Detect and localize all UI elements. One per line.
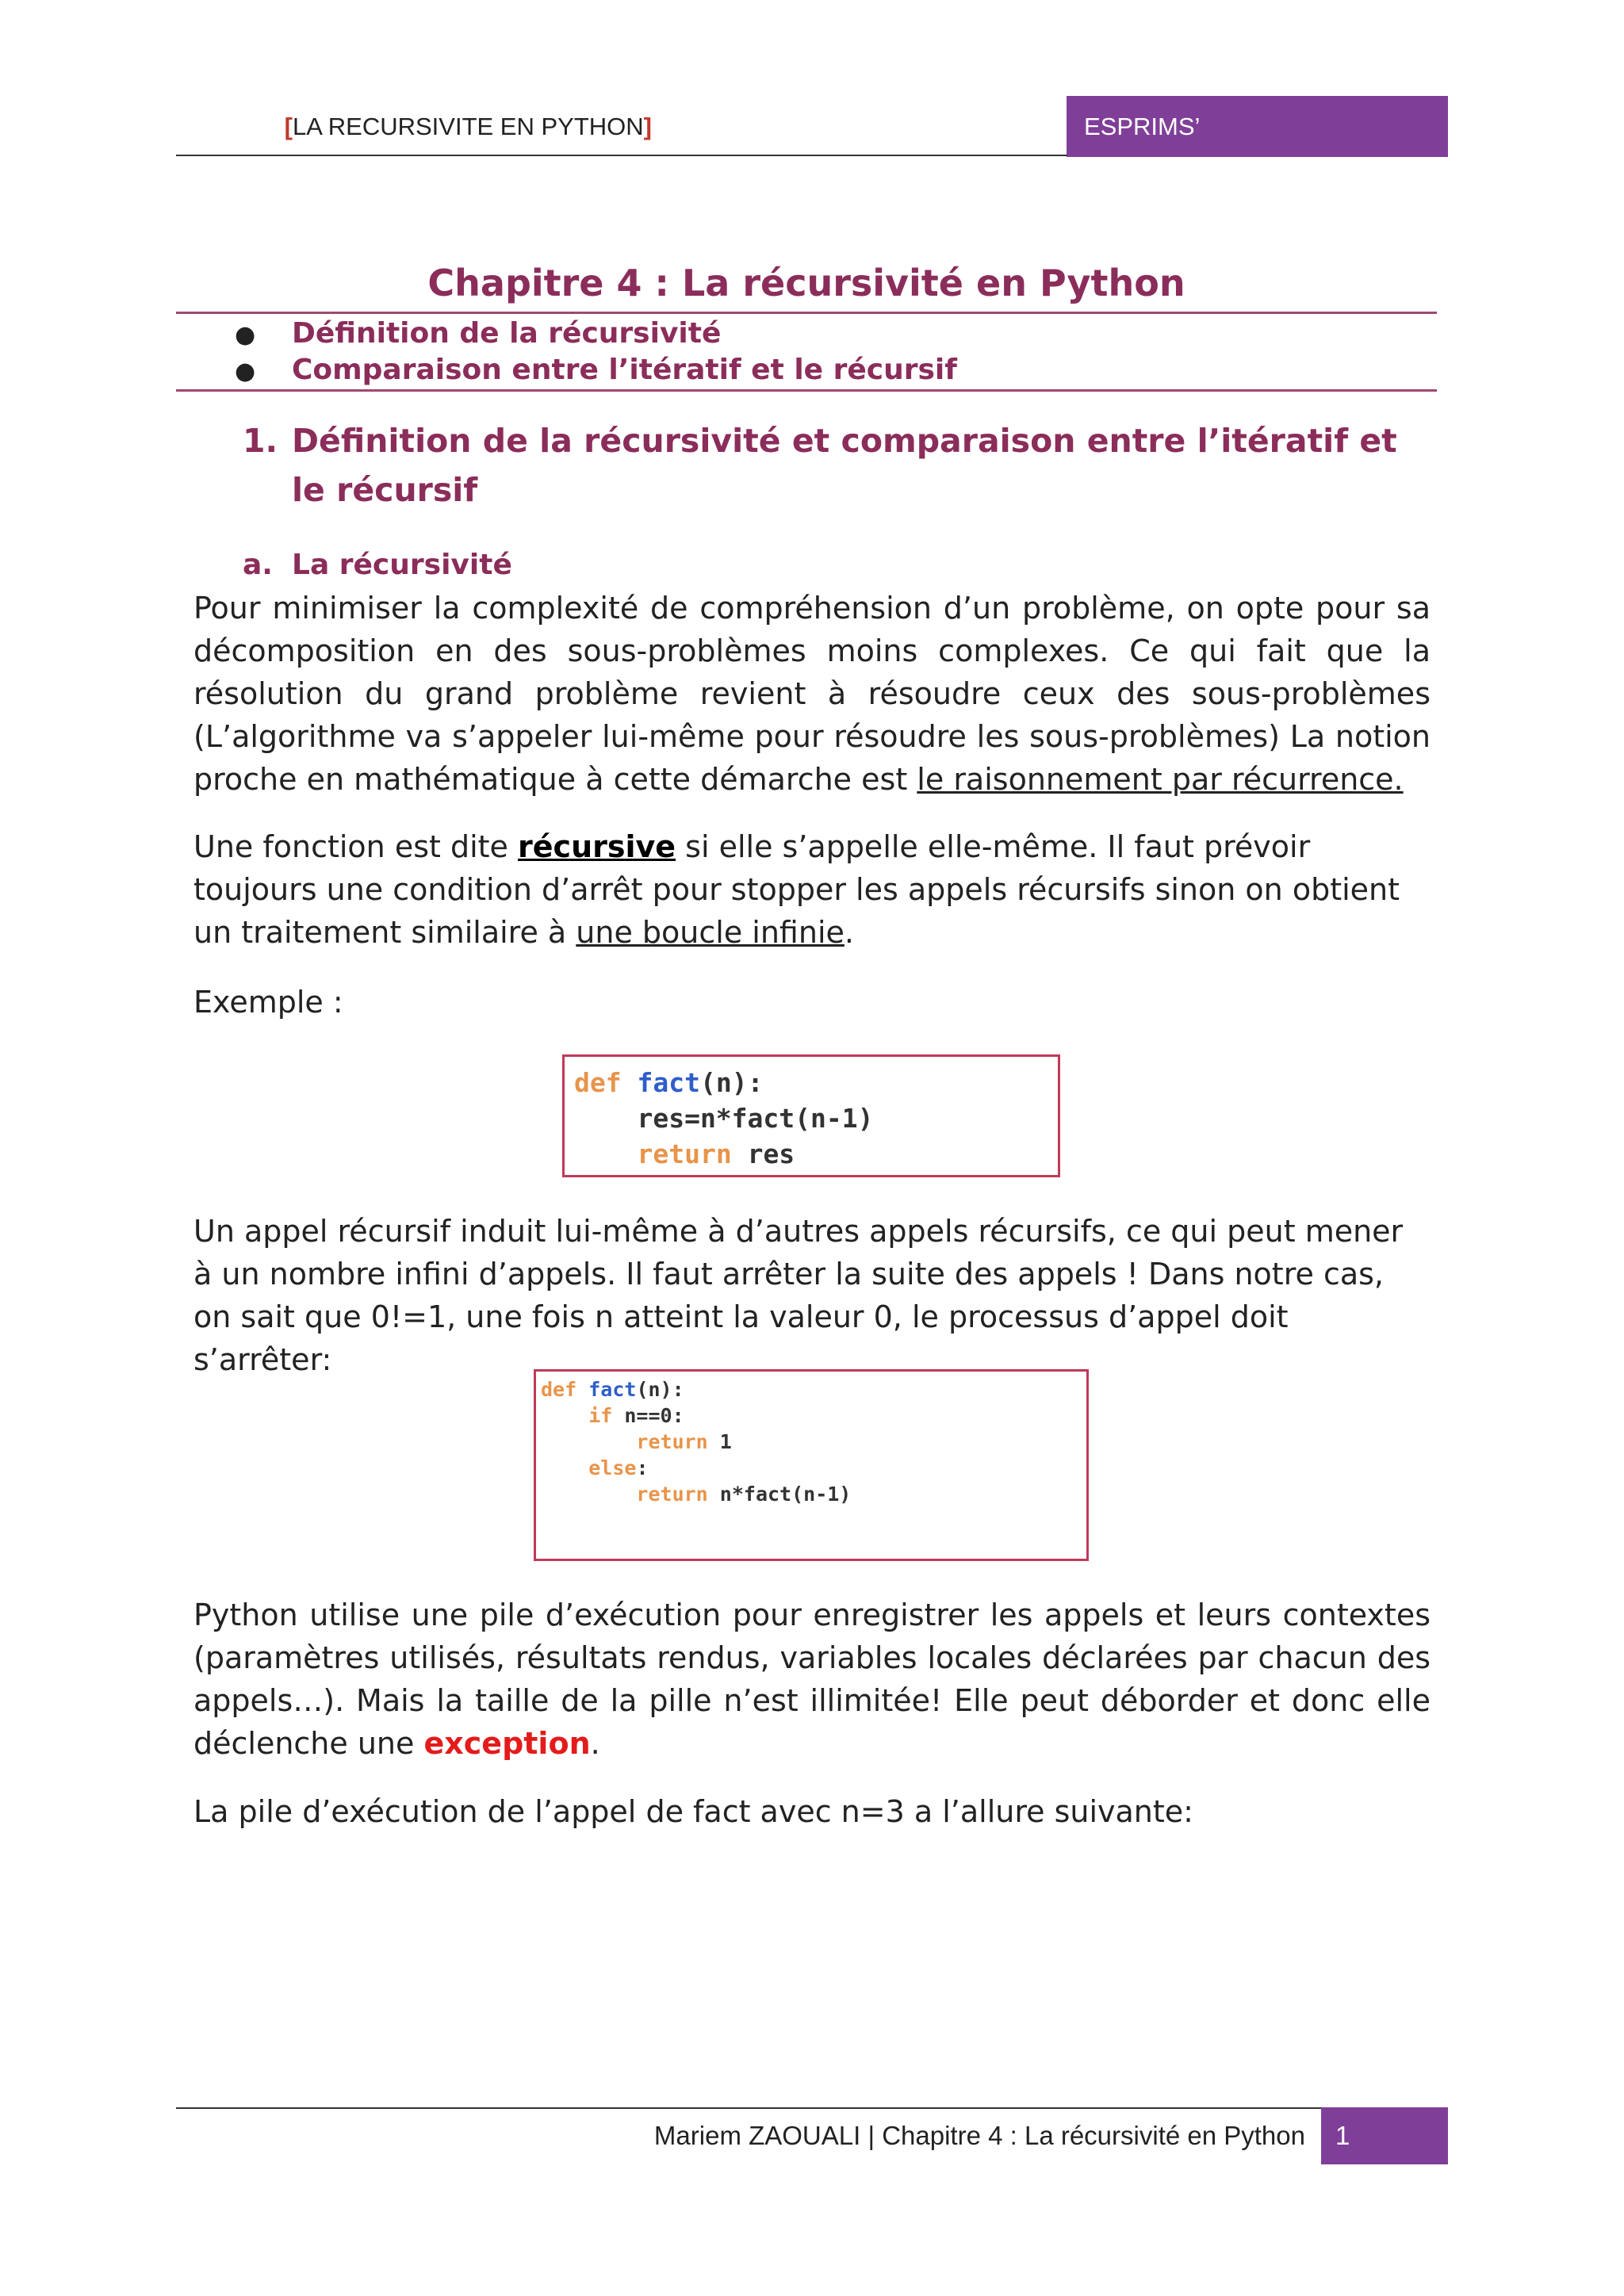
paragraph-definition <box>193 825 1431 954</box>
code-keyword: return <box>637 1138 732 1169</box>
recurrence-link: le raisonnement par récurrence. <box>917 762 1404 797</box>
header-bracket-open: [ <box>284 113 293 140</box>
bullet-icon: ● <box>235 358 256 385</box>
code-text: 1 <box>707 1430 732 1453</box>
code-keyword: if <box>588 1404 613 1427</box>
code-block-1 <box>562 1054 1060 1177</box>
code-indent <box>574 1138 637 1169</box>
toc-item-label: Comparaison entre l’itératif et le récursif <box>292 354 957 386</box>
infinite-loop-link: une boucle infinie <box>576 915 845 950</box>
header-divider <box>176 155 1067 156</box>
code-keyword: else <box>588 1456 637 1479</box>
code-line <box>541 1455 851 1481</box>
subsection-number: a. <box>243 549 273 581</box>
section-number: 1. <box>243 422 278 460</box>
bullet-icon: ● <box>235 321 256 349</box>
code-indent <box>541 1430 636 1453</box>
code-indent <box>541 1404 588 1427</box>
code-keyword: def <box>541 1378 577 1401</box>
paragraph-stack-example: La pile d’exécution de l’appel de fact avec n=3 a l’allure suivante: <box>193 1794 1193 1829</box>
header-title-text: LA RECURSIVITE EN PYTHON <box>292 113 644 140</box>
example-label: Exemple : <box>193 985 343 1020</box>
code-keyword: return <box>636 1483 708 1506</box>
code-text: res <box>731 1138 795 1169</box>
code-block-2 <box>534 1369 1089 1561</box>
section-heading <box>243 416 1440 515</box>
section-title: Définition de la récursivité et comparaison entre l’itératif et le récursif <box>292 422 1397 509</box>
code-line <box>574 1065 874 1100</box>
subsection-title: La récursivité <box>292 549 512 581</box>
footer-text: Mariem ZAOUALI | Chapitre 4 : La récursivité en Python <box>653 2121 1305 2150</box>
footer-divider <box>176 2107 1322 2109</box>
header-badge: ESPRIMS’ <box>1067 96 1448 157</box>
paragraph-text: Une fonction est dite <box>193 829 519 864</box>
code-line <box>541 1429 851 1455</box>
toc-item-label: Définition de la récursivité <box>292 317 722 350</box>
paragraph-text: Python utilise une pile d’exécution pour enregistrer les appels et leurs contextes (paramètres utilisés, résultats rendus, variables locales déclarées par chacun des appels…). Mais la taille de la pille n’est illimitée! Elle peut déborder et donc elle déclenche une <box>193 1598 1431 1761</box>
code-text: n*fact(n-1) <box>707 1483 852 1506</box>
code-function-name: fact <box>637 1067 700 1098</box>
code-keyword: return <box>636 1430 708 1453</box>
code-line: res=n*fact(n-1) <box>574 1103 874 1134</box>
chapter-title: Chapitre 4 : La récursivité en Python <box>427 262 1185 304</box>
code-text: (n): <box>636 1378 684 1401</box>
code-line <box>541 1376 851 1402</box>
toc-item <box>235 316 721 354</box>
paragraph-stack <box>193 1594 1431 1765</box>
subsection-heading <box>243 545 512 585</box>
code-keyword: def <box>574 1067 622 1098</box>
code-indent <box>541 1483 636 1506</box>
code-text: (n): <box>699 1067 764 1098</box>
code-text: : <box>636 1456 649 1479</box>
code-text: n==0: <box>612 1404 684 1427</box>
code-snippet <box>574 1065 874 1172</box>
header-title <box>285 111 652 143</box>
chapter-top-rule <box>176 312 1437 314</box>
code-indent <box>541 1456 588 1479</box>
paragraph-intro <box>193 587 1431 801</box>
toc-item <box>235 352 957 390</box>
paragraph-text: . <box>590 1726 600 1761</box>
keyword-exception: exception <box>423 1726 591 1761</box>
code-snippet <box>541 1376 851 1507</box>
chapter-bottom-rule <box>176 389 1437 392</box>
code-line <box>541 1481 851 1507</box>
code-line <box>541 1402 851 1429</box>
code-function-name: fact <box>588 1378 637 1401</box>
paragraph-infinite-calls: Un appel récursif induit lui-même à d’autres appels récursifs, ce qui peut mener à un nombre infini d’appels. Il faut arrêter la suite des appels ! Dans notre cas, on sait que 0!=1, une fois n atteint la valeur 0, le processus d’appel doit s’arrêter: <box>193 1214 1404 1377</box>
paragraph-text: Pour minimiser la complexité de compréhension d’un problème, on opte pour sa décomposition en des sous-problèmes moins complexes. Ce qui fait que la résolution du grand problème revient à résoudre ceux des sous-problèmes (L’algorithme va s’appeler lui-même pour résoudre les sous-problèmes) La notion proche en mathématique à cette démarche est <box>193 591 1431 797</box>
paragraph-text: si elle s’appelle elle-même. Il faut prévoir toujours une condition d’arrêt pour stopper les appels récursifs sinon on obtient un traitement similaire à <box>193 829 1400 950</box>
code-line <box>574 1136 874 1172</box>
header-bracket-close: ] <box>643 113 652 140</box>
keyword-recursive: récursive <box>518 829 676 864</box>
paragraph-text: . <box>844 915 854 950</box>
page-number: 1 <box>1321 2107 1448 2164</box>
